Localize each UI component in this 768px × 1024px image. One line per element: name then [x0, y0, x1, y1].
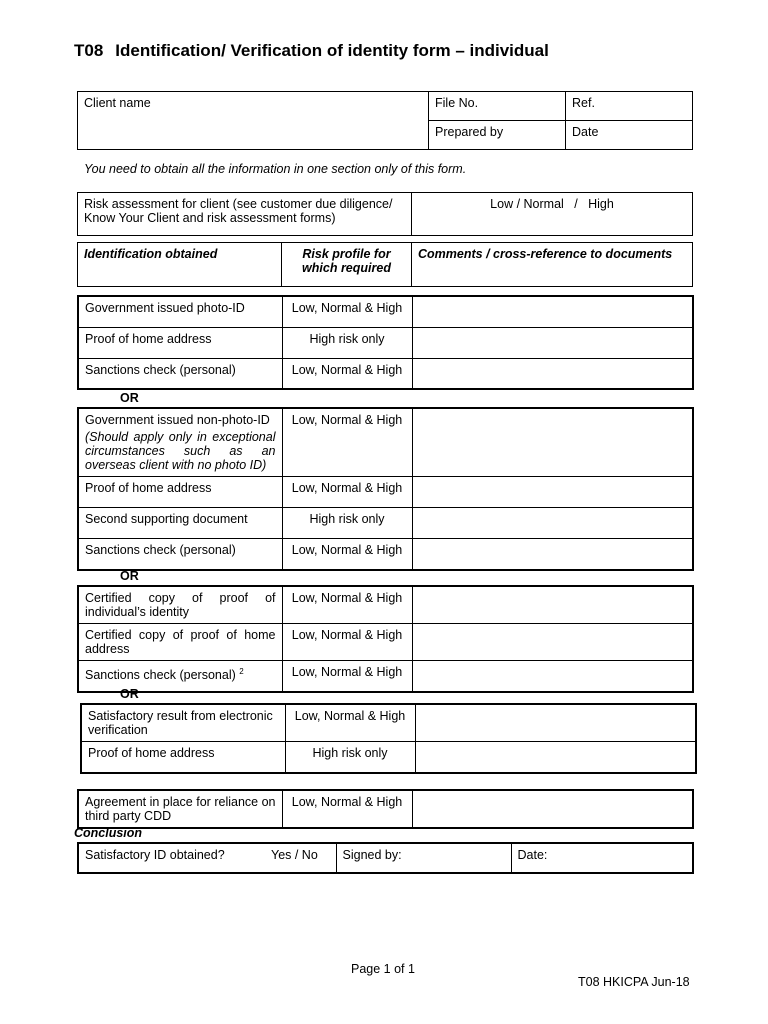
item-label: Certified copy of proof of home address [78, 624, 282, 661]
file-no-label: File No. [435, 96, 479, 110]
item-cell [78, 408, 282, 477]
comments-cell[interactable] [412, 477, 693, 508]
signed-by-label: Signed by: [342, 848, 402, 862]
header-identification: Identification obtained [78, 243, 282, 287]
risk-label: Low, Normal & High [285, 704, 415, 742]
yes-no-selector[interactable]: Yes / No [271, 848, 318, 862]
page-title [74, 41, 549, 61]
conclusion-date-label: Date: [517, 848, 548, 862]
comments-cell[interactable] [412, 661, 693, 692]
form-code: T08 [74, 41, 104, 60]
date-label: Date [572, 125, 599, 139]
comments-cell[interactable] [415, 742, 696, 773]
comments-cell[interactable] [412, 408, 693, 477]
conclusion-heading: Conclusion [74, 826, 143, 840]
item-cell [78, 661, 282, 692]
risk-label: High risk only [282, 327, 412, 358]
section-photo-id [77, 295, 694, 390]
item-label: Second supporting document [78, 508, 282, 539]
header-table [77, 91, 693, 150]
conclusion-date-field[interactable] [511, 843, 693, 873]
footnote-marker: 2 [239, 667, 244, 676]
section-non-photo-id [77, 407, 694, 571]
risk-label: High risk only [282, 508, 412, 539]
item-label: Sanctions check (personal) [78, 358, 282, 389]
risk-label: Low, Normal & High [282, 586, 412, 624]
comments-cell[interactable] [412, 790, 693, 828]
header-risk-profile: Risk profile for which required [282, 243, 412, 287]
comments-cell[interactable] [415, 704, 696, 742]
comments-cell[interactable] [412, 586, 693, 624]
column-header-table [77, 242, 693, 287]
item-label: Government issued non-photo-ID [85, 413, 270, 427]
comments-cell[interactable] [412, 358, 693, 389]
section-third-party-cdd [77, 789, 694, 829]
form-title: Identification/ Verification of identity form – individual [115, 41, 549, 60]
id-obtained-question: Satisfactory ID obtained? [85, 848, 225, 862]
file-no-field[interactable] [429, 92, 566, 121]
comments-cell[interactable] [412, 508, 693, 539]
ref-field[interactable] [566, 92, 693, 121]
risk-label: Low, Normal & High [282, 358, 412, 389]
prepared-by-label: Prepared by [435, 125, 504, 139]
prepared-by-field[interactable] [429, 121, 566, 150]
risk-label: Low, Normal & High [282, 624, 412, 661]
client-name-field[interactable] [78, 92, 429, 150]
comments-cell[interactable] [412, 539, 693, 570]
comments-cell[interactable] [412, 296, 693, 327]
item-note: (Should apply only in exceptional circumstances such as an overseas client with no photo ID) [85, 430, 276, 472]
or-divider: OR [120, 687, 139, 701]
page-number: Page 1 of 1 [351, 962, 415, 976]
instruction-note: You need to obtain all the information in one section only of this form. [84, 162, 467, 176]
comments-cell[interactable] [412, 624, 693, 661]
risk-level-selector[interactable]: Low / Normal / High [412, 193, 693, 236]
or-divider: OR [120, 391, 139, 405]
item-label: Proof of home address [78, 477, 282, 508]
risk-label: Low, Normal & High [282, 790, 412, 828]
section-certified-copy [77, 585, 694, 693]
risk-assessment-label: Risk assessment for client (see customer due diligence/ Know Your Client and risk assessment forms) [78, 193, 412, 236]
signed-by-field[interactable] [336, 843, 511, 873]
risk-label: Low, Normal & High [282, 539, 412, 570]
id-obtained-cell[interactable] [78, 843, 336, 873]
item-label: Satisfactory result from electronic verification [81, 704, 285, 742]
item-label: Agreement in place for reliance on third party CDD [78, 790, 282, 828]
item-label: Sanctions check (personal) [78, 539, 282, 570]
header-comments: Comments / cross-reference to documents [412, 243, 693, 287]
section-electronic-verification [80, 703, 697, 774]
client-name-label: Client name [84, 96, 151, 110]
item-label: Government issued photo-ID [78, 296, 282, 327]
conclusion-table [77, 842, 694, 874]
item-label: Sanctions check (personal) [85, 668, 236, 682]
comments-cell[interactable] [412, 327, 693, 358]
risk-label: Low, Normal & High [282, 661, 412, 692]
document-reference: T08 HKICPA Jun-18 [578, 975, 690, 989]
item-label: Proof of home address [78, 327, 282, 358]
risk-label: Low, Normal & High [282, 477, 412, 508]
risk-label: Low, Normal & High [282, 408, 412, 477]
item-label: Proof of home address [81, 742, 285, 773]
risk-assessment-table [77, 192, 693, 236]
item-label: Certified copy of proof of individual’s identity [78, 586, 282, 624]
risk-label: High risk only [285, 742, 415, 773]
ref-label: Ref. [572, 96, 595, 110]
risk-label: Low, Normal & High [282, 296, 412, 327]
date-field[interactable] [566, 121, 693, 150]
or-divider: OR [120, 569, 139, 583]
